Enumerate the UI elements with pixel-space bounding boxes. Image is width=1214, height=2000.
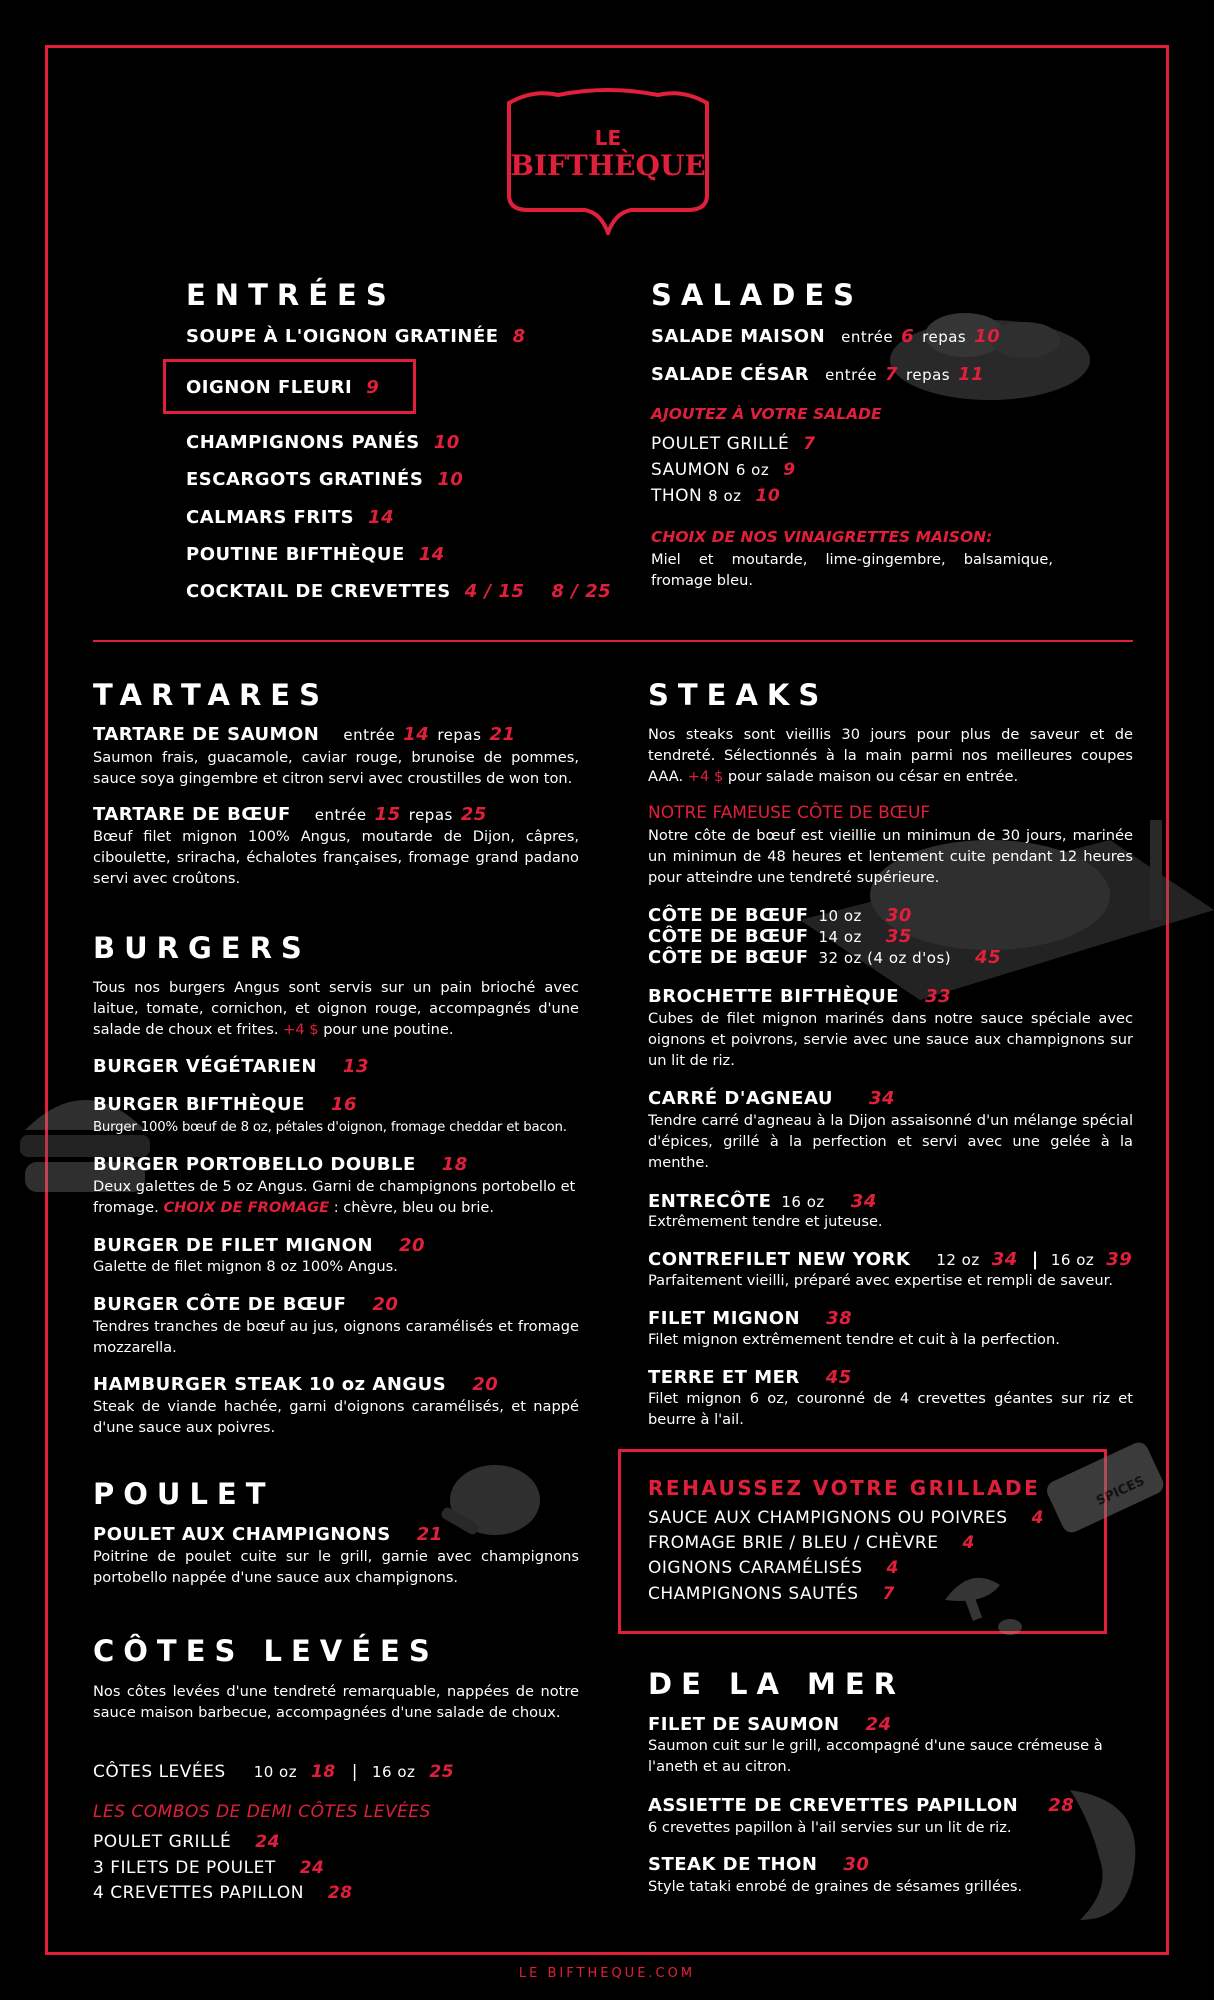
entree-item: SOUPE À L'OIGNON GRATINÉE 8 — [186, 326, 526, 347]
mer-title: DE LA MER — [648, 1667, 905, 1701]
burger-cote-boeuf: BURGER CÔTE DE BŒUF 20 — [93, 1294, 399, 1315]
burger-cote-boeuf-desc: Tendres tranches de bœuf au jus, oignons caramélisés et fromage mozzarella. — [93, 1318, 579, 1356]
filet-saumon: FILET DE SAUMON 24 — [648, 1714, 892, 1735]
rehaussez-item: OIGNONS CARAMÉLISÉS 4 — [648, 1558, 899, 1578]
tartare-boeuf-desc: Bœuf filet mignon 100% Angus, moutarde de Dijon, câpres, ciboulette, sriracha, échalotes françaises, fromage grand padano servi avec croûtons. — [93, 828, 579, 887]
salade-add-title: AJOUTEZ À VOTRE SALADE — [651, 405, 882, 423]
burger-portobello: BURGER PORTOBELLO DOUBLE 18 — [93, 1154, 468, 1175]
entrees-title: ENTRÉES — [186, 278, 396, 312]
burgers-intro: Tous nos burgers Angus sont servis sur un pain brioché avec laitue, tomate, cornichon, et oignon rouge, accompagnés d'une salade de choux et frites. +4 $ pour une poutine. — [93, 979, 579, 1038]
salad-bowl-illustration — [885, 300, 1095, 410]
tartare-saumon: TARTARE DE SAUMON entrée 14 repas 21 — [93, 724, 516, 745]
logo-line1: LE — [594, 126, 622, 150]
spice-shaker-illustration — [1030, 1440, 1180, 1550]
brochette-bifteque: BROCHETTE BIFTHÈQUE 33 — [648, 986, 952, 1007]
burger-filet-mignon: BURGER DE FILET MIGNON 20 — [93, 1235, 426, 1256]
section-divider — [93, 640, 1133, 642]
combo-item: 3 FILETS DE POULET 24 — [93, 1858, 325, 1878]
vinaigrette-title: CHOIX DE NOS VINAIGRETTES MAISON: — [651, 528, 993, 546]
salade-maison: SALADE MAISON entrée 6 repas 10 — [651, 326, 1001, 347]
carre-agneau-desc: Tendre carré d'agneau à la Dijon assaisonné d'un mélange spécial d'épices, grillé à la perfection et servi avec une gelée à la menthe. — [648, 1112, 1133, 1171]
entrecote-desc: Extrêmement tendre et juteuse. — [648, 1213, 883, 1230]
filet-mignon-desc: Filet mignon extrêmement tendre et cuit à la perfection. — [648, 1331, 1060, 1348]
burger-portobello-desc: Deux galettes de 5 oz Angus. Garni de champignons portobello et fromage. CHOIX DE FROMAGE : chèvre, bleu ou brie. — [93, 1178, 576, 1216]
steak-thon: STEAK DE THON 30 — [648, 1854, 870, 1875]
shaker-label: SPICES — [1094, 1473, 1148, 1510]
burger-filet-mignon-desc: Galette de filet mignon 8 oz 100% Angus. — [93, 1258, 398, 1275]
poulet-title: POULET — [93, 1477, 275, 1511]
poulet-champignons: POULET AUX CHAMPIGNONS 21 — [93, 1524, 443, 1545]
terre-et-mer-desc: Filet mignon 6 oz, couronné de 4 crevettes géantes sur riz et beurre à l'ail. — [648, 1390, 1133, 1428]
tartare-saumon-desc: Saumon frais, guacamole, caviar rouge, brunoise de pommes, sauce soya gingembre et citron servi avec croustilles de won ton. — [93, 749, 579, 787]
salade-cesar: SALADE CÉSAR entrée 7 repas 11 — [651, 364, 985, 385]
burgers-title: BURGERS — [93, 931, 311, 965]
rehaussez-item: FROMAGE BRIE / BLEU / CHÈVRE 4 — [648, 1533, 975, 1553]
steaks-title: STEAKS — [648, 678, 829, 712]
steaks-intro: Nos steaks sont vieillis 30 jours pour plus de saveur et de tendreté. Sélectionnés à la main parmi nos meilleures coupes AAA. +4 $ pour salade maison ou césar en entrée. — [648, 726, 1133, 785]
assiette-crevettes-desc: 6 crevettes papillon à l'ail servies sur un lit de riz. — [648, 1819, 1012, 1836]
entree-item: COCKTAIL DE CREVETTES 4 / 15 8 / 25 — [186, 581, 612, 602]
cotes-intro: Nos côtes levées d'une tendreté remarquable, nappées de notre sauce maison barbecue, accompagnées d'une salade de choux. — [93, 1683, 579, 1721]
cote-boeuf-option: CÔTE DE BŒUF 14 oz 35 — [648, 926, 912, 947]
burger-vegetarien: BURGER VÉGÉTARIEN 13 — [93, 1056, 369, 1077]
vinaigrette-text: Miel et moutarde, lime-gingembre, balsamique, fromage bleu. — [651, 551, 1053, 589]
entree-item-highlighted: OIGNON FLEURI 9 — [186, 377, 380, 398]
chicken-leg-illustration — [425, 1455, 545, 1555]
cote-boeuf-option: CÔTE DE BŒUF 32 oz (4 oz d'os) 45 — [648, 947, 1002, 968]
poulet-champignons-desc: Poitrine de poulet cuite sur le grill, garnie avec champignons portobello nappée d'une sauce aux champignons. — [93, 1548, 579, 1586]
assiette-crevettes: ASSIETTE DE CREVETTES PAPILLON 28 — [648, 1795, 1075, 1816]
famous-cote-desc: Notre côte de bœuf est vieillie un minimun de 30 jours, marinée un minimun de 48 heures et lentement cuite pendant 12 heures pour atteindre une tendreté supérieure. — [648, 827, 1133, 886]
cote-boeuf-option: CÔTE DE BŒUF 10 oz 30 — [648, 905, 912, 926]
rehaussez-title: REHAUSSEZ VOTRE GRILLADE — [648, 1476, 1041, 1500]
hamburger-steak-desc: Steak de viande hachée, garni d'oignons caramélisés, et nappé d'une sauce aux poivres. — [93, 1398, 579, 1436]
filet-saumon-desc: Saumon cuit sur le grill, accompagné d'une sauce crémeuse à l'aneth et au citron. — [648, 1737, 1103, 1775]
tartares-title: TARTARES — [93, 678, 330, 712]
burger-bifteque: BURGER BIFTHÈQUE 16 — [93, 1094, 358, 1115]
bifteque-logo — [503, 85, 713, 235]
entree-item: ESCARGOTS GRATINÉS 10 — [186, 469, 464, 490]
logo-line2: BIFTHÈQUE — [510, 149, 706, 182]
entree-item: POUTINE BIFTHÈQUE 14 — [186, 544, 445, 565]
entree-item: CHAMPIGNONS PANÉS 10 — [186, 432, 460, 453]
tartare-boeuf: TARTARE DE BŒUF entrée 15 repas 25 — [93, 804, 487, 825]
contrefilet-desc: Parfaitement vieilli, préparé avec expertise et rempli de saveur. — [648, 1272, 1113, 1289]
steak-thon-desc: Style tataki enrobé de graines de sésames grillées. — [648, 1878, 1023, 1895]
footer-url[interactable]: LE BIFTHEQUE.COM — [518, 1966, 696, 1981]
mushroom-illustration — [940, 1565, 1030, 1640]
combo-item: 4 CREVETTES PAPILLON 28 — [93, 1883, 353, 1903]
entrecote: ENTRECÔTE 16 oz 34 — [648, 1191, 877, 1212]
contrefilet: CONTREFILET NEW YORK 12 oz 34 | 16 oz 39 — [648, 1249, 1133, 1270]
entree-item: CALMARS FRITS 14 — [186, 507, 395, 528]
cotes-combo-title: LES COMBOS DE DEMI CÔTES LEVÉES — [93, 1802, 431, 1822]
terre-et-mer: TERRE ET MER 45 — [648, 1367, 852, 1388]
salade-add-item: THON 8 oz 10 — [651, 486, 781, 506]
cotes-title: CÔTES LEVÉES — [93, 1634, 439, 1668]
cotes-levees-item: CÔTES LEVÉES 10 oz 18 | 16 oz 25 — [93, 1762, 455, 1782]
salades-title: SALADES — [651, 278, 864, 312]
salade-add-item: POULET GRILLÉ 7 — [651, 434, 816, 454]
filet-mignon: FILET MIGNON 38 — [648, 1308, 853, 1329]
brochette-desc: Cubes de filet mignon marinés dans notre sauce spéciale avec oignons et poivrons, servie avec une sauce aux champignons sur un lit de riz. — [648, 1010, 1133, 1069]
carre-agneau: CARRÉ D'AGNEAU 34 — [648, 1088, 895, 1109]
famous-cote-title: NOTRE FAMEUSE CÔTE DE BŒUF — [648, 803, 931, 823]
hamburger-steak: HAMBURGER STEAK 10 oz ANGUS 20 — [93, 1374, 499, 1395]
salade-add-item: SAUMON 6 oz 9 — [651, 460, 796, 480]
burger-bifteque-desc: Burger 100% bœuf de 8 oz, pétales d'oignon, fromage cheddar et bacon. — [93, 1120, 567, 1135]
rehaussez-item: CHAMPIGNONS SAUTÉS 7 — [648, 1584, 895, 1604]
rehaussez-item: SAUCE AUX CHAMPIGNONS OU POIVRES 4 — [648, 1508, 1044, 1528]
combo-item: POULET GRILLÉ 24 — [93, 1832, 280, 1852]
